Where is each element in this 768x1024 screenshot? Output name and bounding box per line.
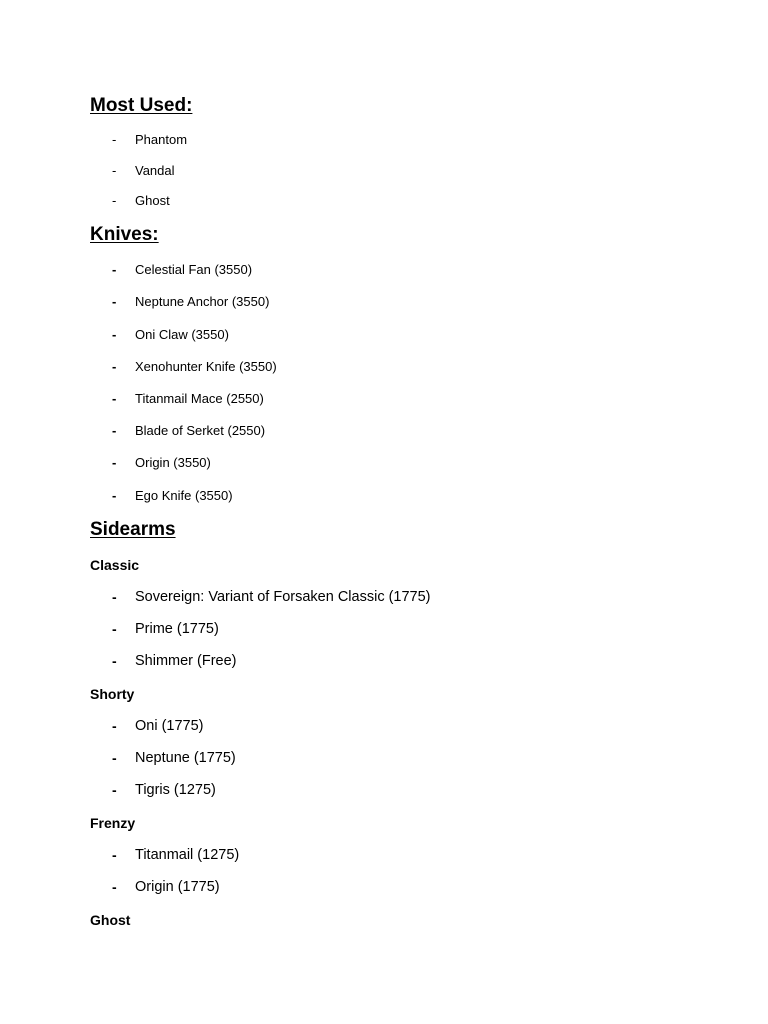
- list-item-text: Titanmail (1275): [135, 847, 240, 863]
- bullet-dash: -: [112, 163, 117, 178]
- bullet-dash: -: [112, 718, 117, 734]
- list-item-text: Titanmail Mace (2550): [135, 391, 264, 406]
- bullet-dash: -: [112, 589, 117, 605]
- list-item-text: Neptune Anchor (3550): [135, 294, 270, 309]
- list-item-text: Origin (1775): [135, 879, 220, 895]
- list-item-text: Neptune (1775): [135, 750, 236, 766]
- bullet-dash: -: [112, 359, 117, 374]
- list-item-text: Oni Claw (3550): [135, 327, 229, 342]
- bullet-dash: -: [112, 294, 117, 309]
- ghost-subheading: Ghost: [90, 912, 131, 928]
- bullet-dash: -: [112, 391, 117, 406]
- bullet-dash: -: [112, 262, 117, 277]
- shorty-subheading: Shorty: [90, 686, 135, 702]
- list-item-text: Celestial Fan (3550): [135, 262, 253, 277]
- list-item-text: Xenohunter Knife (3550): [135, 359, 277, 374]
- bullet-dash: -: [112, 782, 117, 798]
- list-item-text: Blade of Serket (2550): [135, 423, 266, 438]
- most-used-heading: Most Used:: [90, 95, 193, 116]
- bullet-dash: -: [112, 132, 117, 147]
- bullet-dash: -: [112, 455, 117, 470]
- frenzy-subheading: Frenzy: [90, 815, 136, 831]
- list-item-text: Tigris (1275): [135, 782, 216, 798]
- list-item-text: Origin (3550): [135, 455, 211, 470]
- bullet-dash: -: [112, 879, 117, 895]
- bullet-dash: -: [112, 750, 117, 766]
- list-item-text: Phantom: [135, 132, 188, 147]
- bullet-dash: -: [112, 621, 117, 637]
- list-item-text: Shimmer (Free): [135, 653, 237, 669]
- list-item-text: Prime (1775): [135, 621, 219, 637]
- classic-subheading: Classic: [90, 557, 140, 573]
- bullet-dash: -: [112, 193, 117, 208]
- bullet-dash: -: [112, 488, 117, 503]
- bullet-dash: -: [112, 423, 117, 438]
- knives-heading: Knives:: [90, 224, 159, 245]
- bullet-dash: -: [112, 653, 117, 669]
- list-item-text: Oni (1775): [135, 718, 204, 734]
- list-item-text: Sovereign: Variant of Forsaken Classic (1775): [135, 589, 431, 605]
- list-item-text: Ego Knife (3550): [135, 488, 233, 503]
- sidearms-heading: Sidearms: [90, 519, 176, 540]
- list-item-text: Vandal: [135, 163, 175, 178]
- bullet-dash: -: [112, 327, 117, 342]
- bullet-dash: -: [112, 847, 117, 863]
- list-item-text: Ghost: [135, 193, 170, 208]
